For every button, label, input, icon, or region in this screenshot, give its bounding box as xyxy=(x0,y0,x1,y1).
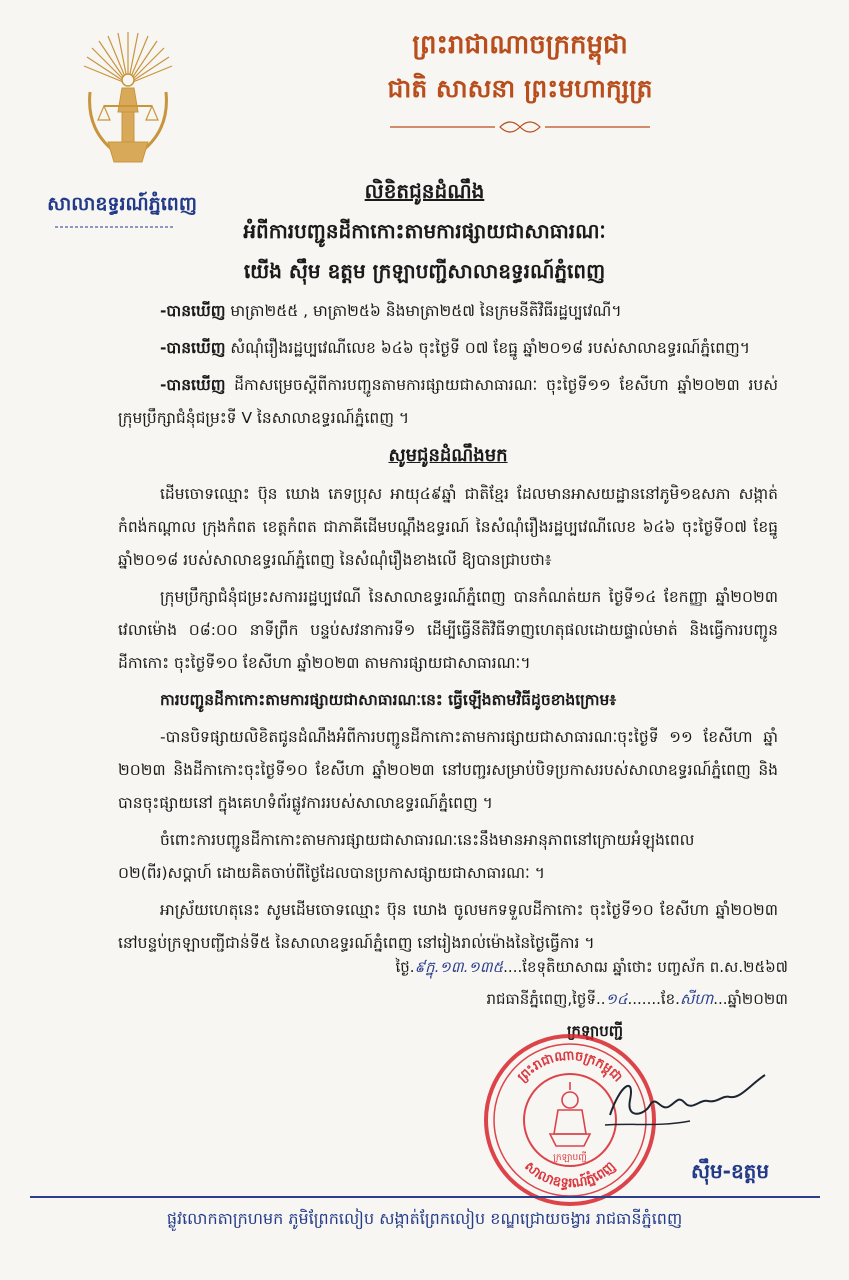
handwritten-day: ១៤ xyxy=(605,990,628,1008)
city-date-line: រាជធានីភ្នំពេញ,ថ្ងៃទី..១៤.......ខែ.សីហា...ឆ្នាំ២០២៣ xyxy=(486,990,788,1008)
document-body xyxy=(118,295,778,964)
motto-ornament-icon xyxy=(390,117,650,137)
footer-address: ផ្លូវលោកតាក្រហមក ភូមិព្រែកលៀប សង្កាត់ព្រែកលៀប ខណ្ឌជ្រោយចង្វារ រាជធានីភ្នំពេញ xyxy=(166,1209,683,1228)
paragraph: អាស្រ័យហេតុនេះ សូមដើមចោទឈ្មោះ ប៊ុន ឃោង ចូលមកទទួលដីកាកោះ ចុះថ្ងៃទី១០ ខែសីហា ឆ្នាំ២០២៣ នៅបន្ទប់ក្រឡាបញ្ជីជាន់ទី៥ នៃសាលាឧទ្ធរណ៍ភ្នំពេញ នៅរៀងរាល់ម៉ោងនៃថ្ងៃធ្វើការ ។ xyxy=(118,901,778,952)
svg-text:សាលាឧទ្ធរណ៍ភ្នំពេញ: សាលាឧទ្ធរណ៍ភ្នំពេញ xyxy=(521,1158,619,1192)
document-title: លិខិតជូនដំណឹង xyxy=(364,179,485,203)
paragraph: ដើមចោទឈ្មោះ ប៊ុន ឃោង ភេទប្រុស អាយុ៤៩ឆ្នាំ ជាតិខ្មែរ ដែលមានអាសយដ្ឋាននៅភូមិ១ឧសភា សង្កាត់កំពង់កណ្តាល ក្រុងកំពត ខេត្តកំពត ជាភាគីដើមបណ្តឹងឧទ្ធរណ៍ នៃសំណុំរឿងរដ្ឋប្បវេណីលេខ ៦៤៦ ចុះថ្ងៃទី០៧ ខែធ្នូ ឆ្នាំ២០១៨ របស់សាលាឧទ្ធរណ៍ភ្នំពេញ នៃសំណុំរឿងខាងលើ ឱ្យបានជ្រាបថា៖ xyxy=(118,485,778,569)
document-issuer: យើង ស៊ឹម ឧត្តម ក្រឡាបញ្ជីសាលាឧទ្ធរណ៍ភ្នំពេញ xyxy=(243,259,606,283)
handwritten-lunar-date: ៩ក្នុ.១៣.១៣៥ xyxy=(414,958,504,976)
svg-text:ព្រះរាជាណាចក្រកម្ពុជា: ព្រះរាជាណាចក្រកម្ពុជា xyxy=(515,1048,626,1086)
handwritten-month: សីហា xyxy=(679,990,714,1008)
consideration-3: -បានឃើញ ដីកាសម្រេចស្តីពីការបញ្ជូនតាមការផ្សាយជាសាធារណៈ ចុះថ្ងៃទី១១ ខែសីហា ឆ្នាំ២០២៣ របស់ក្រុមប្រឹក្សាជំនុំជម្រះទី V នៃសាលាឧទ្ធរណ៍ភ្នំពេញ ។ xyxy=(118,376,778,427)
motto-heading: ជាតិ សាសនា ព្រះមហាក្សត្រ xyxy=(387,74,653,103)
consideration-1: -បានឃើញ មាត្រា២៥៥ , មាត្រា២៥៦ និងមាត្រា២៥៧ នៃក្រមនីតិវិធីរដ្ឋប្បវេណី។ xyxy=(160,302,622,320)
handwritten-signature-icon xyxy=(590,1055,790,1145)
kingdom-heading: ព្រះរាជាណាចក្រកម្ពុជា xyxy=(412,30,628,60)
signer-role: ក្រឡាបញ្ជី xyxy=(566,1022,624,1040)
document-subtitle: អំពីការបញ្ជូនដីកាកោះតាមការផ្សាយជាសាធារណៈ xyxy=(243,219,606,243)
court-name: សាលាឧទ្ធរណ៍ភ្នំពេញ xyxy=(47,193,197,215)
lunar-date-line: ថ្ងៃ.៩ក្នុ.១៣.១៣៥....ខែទុតិយាសាឍ ឆ្នាំថោះ បញ្ចស័ក ព.ស.២៥៦៧ xyxy=(395,958,788,976)
court-emblem-icon xyxy=(78,22,178,177)
svg-text:ក្រឡាបញ្ជី: ក្រឡាបញ្ជី xyxy=(553,1153,587,1163)
signer-name: ស៊ឹម-ឧត្តម xyxy=(690,1159,770,1183)
paragraph: ចំពោះការបញ្ជូនដីកាកោះតាមការផ្សាយជាសាធារណៈនេះនឹងមានអានុភាពនៅក្រោយអំឡុងពេល ០២(ពីរ)សប្តាហ៍ ដោយគិតចាប់ពីថ្ងៃដែលបានប្រកាសផ្សាយជាសាធារណៈ ។ xyxy=(118,831,695,882)
paragraph: -បានបិទផ្សាយលិខិតជូនដំណឹងអំពីការបញ្ជូនដីកាកោះតាមការផ្សាយជាសាធារណៈចុះថ្ងៃទី ១១ ខែសីហា ឆ្នាំ ២០២៣ និងដីកាកោះចុះថ្ងៃទី១០ ខែសីហា ឆ្នាំ២០២៣ នៅបញ្ជរសម្រាប់បិទប្រកាសរបស់សាលាឧទ្ធរណ៍ភ្នំពេញ និងបានចុះផ្សាយនៅ ក្នុងគេហទំព័រផ្លូវការរបស់សាលាឧទ្ធរណ៍ភ្នំពេញ ។ xyxy=(118,728,778,812)
consideration-2: -បានឃើញ សំណុំរឿងរដ្ឋប្បវេណីលេខ ៦៤៦ ចុះថ្ងៃទី ០៧ ខែធ្នូ ឆ្នាំ២០១៨ របស់សាលាឧទ្ធរណ៍ភ្នំពេញ។ xyxy=(160,339,751,357)
footer-divider xyxy=(30,1196,820,1198)
paragraph: ក្រុមប្រឹក្សាជំនុំជម្រះសការរដ្ឋប្បវេណី នៃសាលាឧទ្ធរណ៍ភ្នំពេញ បានកំណត់យក ថ្ងៃទី១៤ ខែកញ្ញា ឆ្នាំ២០២៣ វេលាម៉ោង ០៨:០០ នាទីព្រឹក បន្ទប់សវនាការទី១ ដើម្បីធ្វើនីតិវិធីទាញហេតុផលដោយផ្ទាល់មាត់ និងធ្វើការបញ្ជូនដីកាកោះ ចុះថ្ងៃទី១០ ខែសីហា ឆ្នាំ២០២៣ តាមការផ្សាយជាសាធារណៈ។ xyxy=(118,588,778,672)
notice-heading: សូមជូនដំណឹងមក xyxy=(388,445,508,466)
procedure-heading: ការបញ្ជូនដីកាកោះតាមការផ្សាយជាសាធារណៈនេះ ធ្វើឡើងតាមវិធីដូចខាងក្រោម៖ xyxy=(160,691,617,709)
